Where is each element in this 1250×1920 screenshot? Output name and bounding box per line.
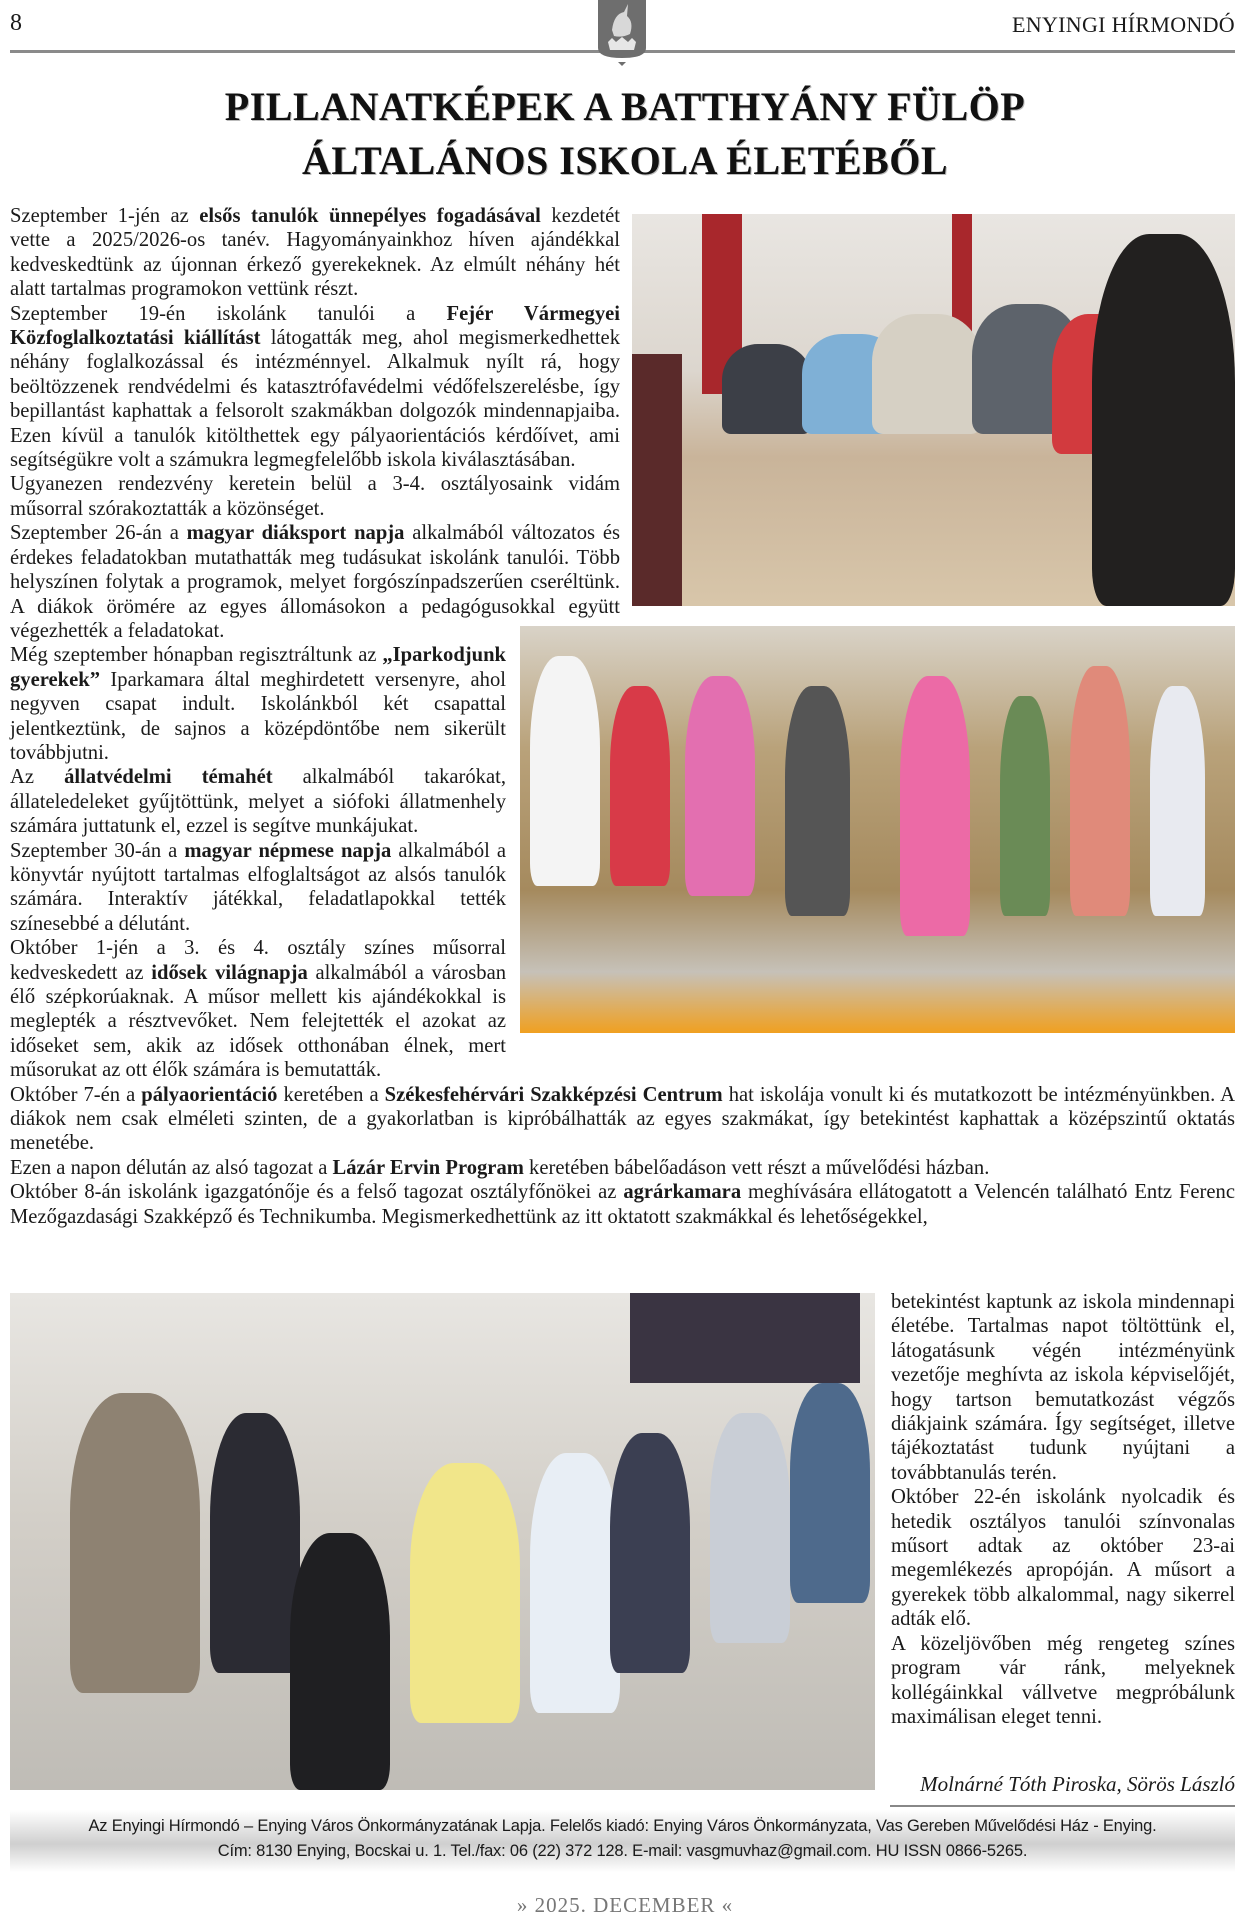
paragraph-text: Ezen a napon délután az alsó tagozat a — [10, 1156, 333, 1179]
signature-rule — [890, 1805, 1235, 1807]
paragraph-text: Október 7-én a — [10, 1083, 142, 1106]
paragraph-text: Szeptember 1-jén az — [10, 205, 200, 227]
paragraph-text: keretében bábelőadáson vett részt a művelődési házban. — [523, 1156, 990, 1179]
paragraph-text: Ugyanezen rendezvény keretein belül a 3-4. osztályosaink vidám műsorral szórakoztatták a közönséget. — [10, 473, 620, 520]
title-line-1: PILLANATKÉPEK A BATTHYÁNY FÜLÖP — [224, 84, 1026, 129]
highlighted-text: „Iparkodjunk gyerekek” — [10, 644, 506, 691]
paragraph-text: alkalmából takarókat, állateledeleket gyűjtöttünk, melyet a siófoki állatmenhely számára juttatunk el, ezzel is segítve munkájukat. — [10, 766, 506, 838]
paragraph-text: kezdetét vette a 2025/2026-os tanév. Hagyományainkhoz híven ajándékkal kedveskedtünk az újonnan érkező gyerekeknek. Az elmúlt néhány hét alatt tartalmas programokon vettünk részt. — [10, 205, 621, 301]
paragraph-text: Még szeptember hónapban regisztráltunk az — [10, 644, 383, 667]
paragraph-text: alkalmából a könyvtár nyújtott tartalmas elfoglaltságot az alsós tanulók számára. Interaktív játékkal, feladatlapokkal tették színesebbé a délutánt. — [10, 839, 507, 935]
highlighted-text: Lázár Ervin Program — [332, 1156, 524, 1179]
paragraph-text: keretében a — [277, 1083, 385, 1106]
photo-stage-performance — [520, 626, 1235, 1033]
page-number: 8 — [10, 10, 22, 36]
photo-indoor-commemoration — [10, 1293, 875, 1790]
highlighted-text: Székesfehérvári Szakképzési Centrum — [384, 1083, 723, 1106]
paragraph-text: betekintést kaptunk az iskola mindennapi életébe. Tartalmas napot töltöttünk el, látogatásunk végén intézményünk vezetője meghívta az iskola képviselőjét, hogy tartson bemutatkozást végzős diákjaink számára. Így segítséget, illetve tájékoztatást tudunk nyújtani a továbbtanulás terén. — [891, 1291, 1235, 1484]
paragraph-text: A közeljövőben még rengeteg színes program vár ránk, melyeknek kollégáinkkal vállvetve megpróbálunk maximálisan eleget tenni. — [891, 1632, 1235, 1728]
article-body-top — [10, 204, 1235, 1229]
highlighted-text: állatvédelmi témahét — [64, 766, 273, 789]
paragraph-text: látogatták meg, ahol megismerkedhettek néhány foglalkozással és intézménnyel. Alkalmuk nyílt rá, hogy beöltözzenek rendvédelmi és katasztrófavédelmi védőfelszerelésbe, így bepillantást kaphattak a felsorolt szakmákban dolgozók mindennapjaiba. Ezen kívül a tanulók kitölthettek egy pályaorientációs kérdőívet, ami segítségükre volt a számukra legmegfelelőbb iskola kiválasztásában. — [10, 327, 620, 472]
paragraph-text: Az — [10, 766, 65, 789]
article-paragraph — [10, 1156, 1235, 1180]
photo-classroom-exhibition — [632, 214, 1235, 606]
highlighted-text: agrárkamara — [623, 1181, 742, 1204]
paragraph-text: hat iskolája vonult ki és mutatkozott be intézményünkben. A diákok nem csak elméleti szinten, de a gyakorlatban is kipróbálhatták az egyes szakmákat, így betekintést kaphattak a középszintű oktatás menetébe. — [10, 1083, 1235, 1155]
issue-date: » 2025. DECEMBER « — [516, 1893, 734, 1917]
paragraph-text: alkalmából a városban élő szépkorúaknak. A műsor mellett kis ajándékokkal is meglepték a résztvevőket. Nem felejtették el azokat az időseket sem, akik az idősek otthonában élnek, mert műsorukat az ott élők számára is bemutatták. — [10, 961, 506, 1082]
article-body-bottom — [10, 1290, 1235, 1790]
highlighted-text: magyar népmese napja — [184, 839, 392, 862]
paragraph-text: Szeptember 26-án a — [10, 522, 187, 545]
highlighted-text: elsős tanulók ünnepélyes fogadásával — [199, 205, 541, 227]
author-signature: Molnárné Tóth Piroska, Sörös László — [920, 1772, 1235, 1796]
footer-line-1: Az Enyingi Hírmondó – Enying Város Önkormányzatának Lapja. Felelős kiadó: Enying Város Önkormányzata, Vas Gereben Művelődési Ház - Enying. — [88, 1817, 1157, 1835]
paragraph-text: Október 8-án iskolánk igazgatónője és a felső tagozat osztályfőnökei az — [10, 1181, 624, 1204]
title-line-2: ÁLTALÁNOS ISKOLA ÉLETÉBŐL — [301, 138, 949, 183]
highlighted-text: idősek világnapja — [151, 961, 308, 984]
paragraph-text: Szeptember 19-én iskolánk tanulói a — [10, 302, 447, 325]
paragraph-text: alkalmából változatos és érdekes feladatokban mutathatták meg tudásukat iskolánk tanulói. Több helyszínen folytak a programok, melyet forgószínpadszerűen cseréltünk. A diákok örömére az egyes állomásokon a pedagógusokkal együtt végezhették a feladatokat. — [10, 522, 620, 642]
publisher-footer — [10, 1810, 1235, 1872]
highlighted-text: magyar diáksport napja — [186, 522, 405, 545]
paragraph-text: Október 1-jén a 3. és 4. osztály színes műsorral kedveskedett az — [10, 937, 506, 984]
paragraph-text: meghívására ellátogatott a Velencén található Entz Ferenc Mezőgazdasági Szakképző és Technikumba. Megismerkedhettünk az itt oktatott szakmákkal és lehetőségekkel, — [10, 1181, 1235, 1228]
paragraph-text: Október 22-én iskolánk nyolcadik és hetedik osztályos tanulói színvonalas műsort adtak az október 23-ai megemlékezés apropóján. A műsort a gyerekek több alkalommal, nagy sikerrel adták elő. — [891, 1486, 1235, 1631]
highlighted-text: Fejér Vármegyei Közfoglalkoztatási kiállítást — [10, 302, 620, 350]
paragraph-text: Iparkamara által meghirdetett versenyre, ahol negyven csapat indult. Iskolánkból két csapattal jelentkeztünk, de sajnos a középdöntőbe nem sikerült továbbjutni. — [10, 668, 506, 764]
masthead: ENYINGI HÍRMONDÓ — [1012, 12, 1235, 37]
article-paragraph — [10, 1180, 1235, 1229]
footer-line-2: Cím: 8130 Enying, Bocskai u. 1. Tel./fax: 06 (22) 372 128. E-mail: vasgmuvhaz@gmail.com. HU ISSN 0866-5265. — [217, 1842, 1028, 1860]
highlighted-text: pályaorientáció — [141, 1083, 278, 1106]
article-title — [0, 80, 1250, 188]
article-paragraph — [10, 1083, 1235, 1156]
coat-of-arms-icon — [594, 0, 650, 66]
paragraph-text: Szeptember 30-án a — [10, 839, 185, 862]
